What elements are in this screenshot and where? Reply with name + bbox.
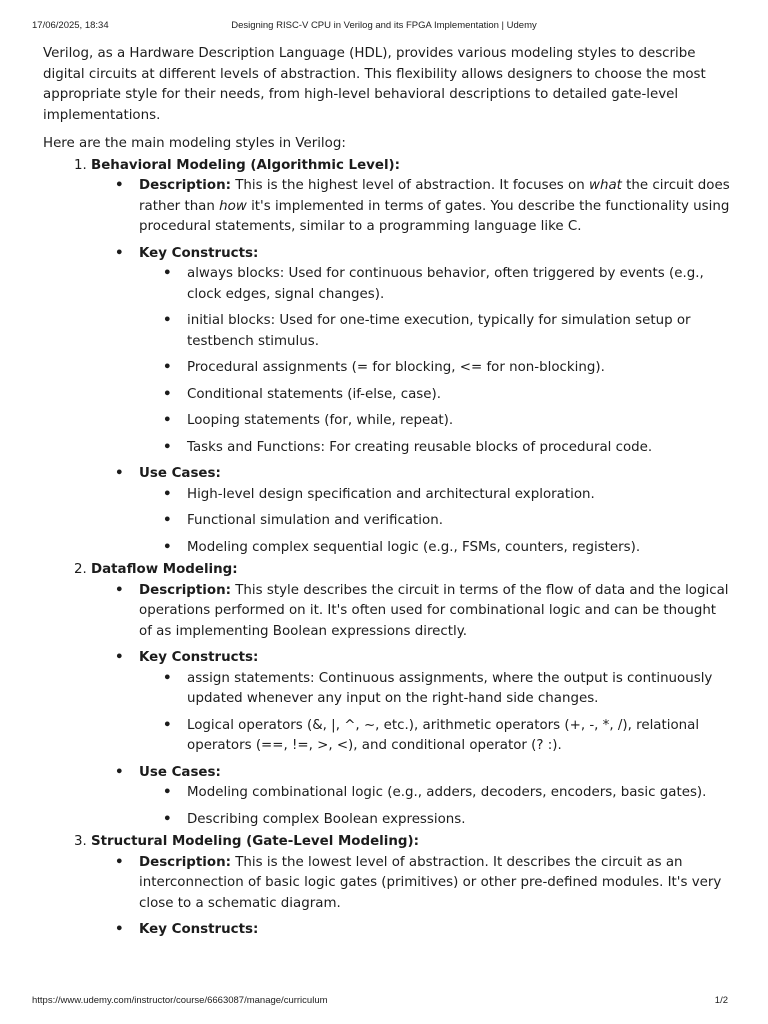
key-constructs-item [139,648,733,757]
print-timestamp: 17/06/2025, 18:34 [32,20,109,31]
list-item: • Conditional statements (if-else, case). [187,385,733,406]
print-page-title: Designing RISC-V CPU in Verilog and its FPGA Implementation | Udemy [231,20,537,31]
description-label: Description: [139,582,231,598]
use-cases-label: Use Cases: [139,466,221,481]
print-page-number: 1/2 [714,995,728,1006]
list-item: • Looping statements (for, while, repeat). [187,411,733,432]
description-label: Description: [139,178,231,193]
description-text-a: This is the highest level of abstraction. It focuses on [235,178,585,193]
use-cases-list [139,783,733,830]
key-constructs-label: Key Constructs: [139,245,259,261]
key-constructs-label: Key Constructs: [139,650,259,665]
list-item: • initial blocks: Used for one-time execution, typically for simulation setup or testbench stimulus. [187,311,733,352]
list-item: • Tasks and Functions: For creating reusable blocks of procedural code. [187,438,733,459]
use-cases-list [139,485,733,559]
list-item: • Procedural assignments (= for blocking, <= for non-blocking). [187,358,733,379]
use-cases-item [139,763,733,831]
description-emphasis-what: what [589,178,622,193]
description-text: This is the lowest level of abstraction. It describes the circuit as an interconnection of basic logic gates (primitives) or other pre-defined modules. It's very close to a schematic diagram. [139,854,722,911]
print-url: https://www.udemy.com/instructor/course/6663087/manage/curriculum [32,995,328,1006]
description-item [139,581,733,643]
description-text-b: the circuit does rather than [139,178,730,214]
use-cases-label: Use Cases: [139,764,221,780]
list-item: • High-level design specification and architectural exploration. [187,485,733,506]
style-details [91,581,733,831]
style-title: Dataflow Modeling: [91,562,238,577]
list-item: • Describing complex Boolean expressions. [187,810,733,831]
list-item: • always blocks: Used for continuous behavior, often triggered by events (e.g., clock edges, signal changes). [187,264,733,305]
description-item [139,176,733,238]
key-constructs-label: Key Constructs: [139,922,259,937]
description-text-c: it's implemented in terms of gates. You describe the functionality using procedural statements, similar to a programming language like C. [139,198,730,234]
intro-paragraph: Verilog, as a Hardware Description Language (HDL), provides various modeling styles to describe digital circuits at different levels of abstraction. This flexibility allows designers to choose the most appropriate style for their needs, from high-level behavioral descriptions to detailed gate-level implementations. [43,46,706,123]
description-label: Description: [139,854,231,870]
print-header [32,20,736,32]
style-title: Structural Modeling (Gate-Level Modeling): [91,834,419,849]
modeling-styles-list [43,156,733,941]
description-item [139,853,733,915]
style-item-dataflow [91,560,733,830]
key-constructs-item [139,920,733,941]
style-title: Behavioral Modeling (Algorithmic Level): [91,157,401,173]
list-item: • Modeling complex sequential logic (e.g., FSMs, counters, registers). [187,538,733,559]
document-body [43,44,733,943]
intro-lead: Here are the main modeling styles in Verilog: [43,136,346,151]
list-item: • Modeling combinational logic (e.g., adders, decoders, encoders, basic gates). [187,783,733,804]
list-item: • Functional simulation and verification. [187,511,733,532]
use-cases-item [139,464,733,558]
style-details [91,853,733,941]
list-item: • Logical operators (&, |, ^, ~, etc.), arithmetic operators (+, -, *, /), relational operators (==, !=, >, <), and conditional operator (? :). [187,716,733,757]
constructs-list [139,669,733,757]
list-item: • assign statements: Continuous assignments, where the output is continuously updated whenever any input on the right-hand side changes. [187,669,733,710]
style-item-structural [91,832,733,941]
constructs-list [139,264,733,458]
style-details [91,176,733,558]
style-item-behavioral [91,156,733,559]
description-text: This style describes the circuit in terms of the flow of data and the logical operations performed on it. It's often used for combinational logic and can be thought of as implementing Boolean expressions directly. [139,582,729,639]
key-constructs-item [139,244,733,459]
print-footer [32,995,736,1007]
description-emphasis-how: how [219,198,247,214]
